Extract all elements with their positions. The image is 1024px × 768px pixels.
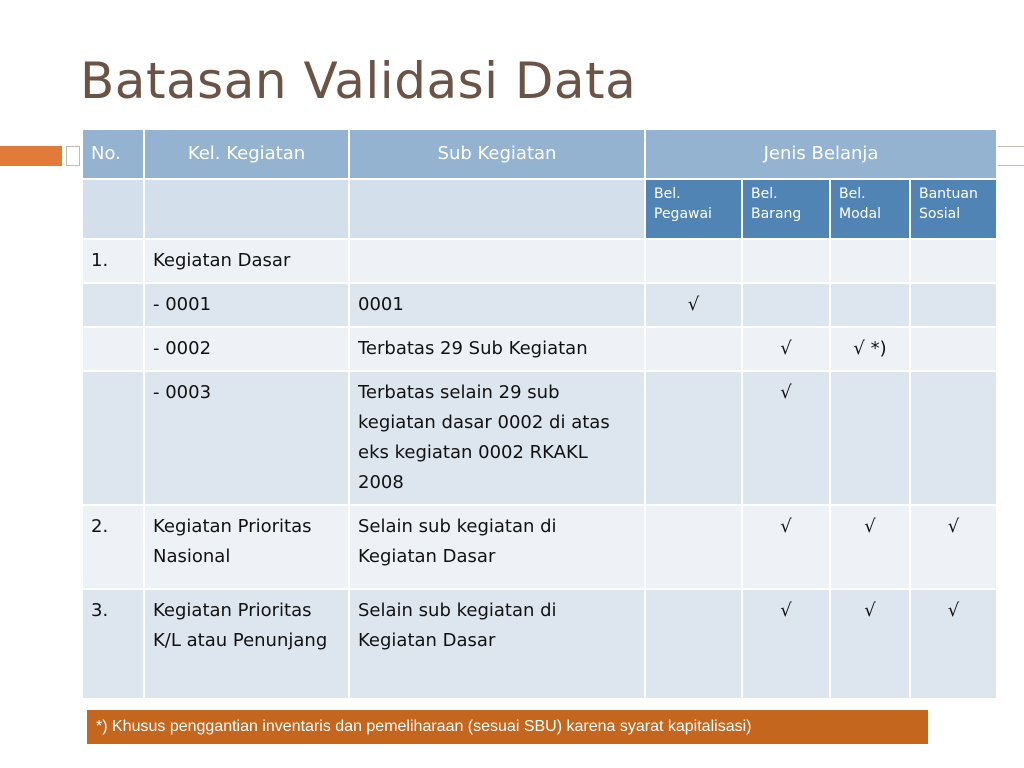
subheader-empty [144, 179, 349, 239]
cell-bel-barang: √ [742, 505, 830, 589]
cell-no [82, 371, 144, 505]
cell-bantuan-sosial: √ [910, 589, 997, 699]
cell-bel-pegawai [645, 371, 742, 505]
cell-bel-barang [742, 239, 830, 283]
cell-bel-modal [830, 239, 910, 283]
cell-bel-modal: √ *) [830, 327, 910, 371]
cell-bantuan-sosial: √ [910, 505, 997, 589]
cell-no: 1. [82, 239, 144, 283]
cell-bel-pegawai [645, 327, 742, 371]
cell-sub-kegiatan: Terbatas selain 29 sub kegiatan dasar 0002 di atas eks kegiatan 0002 RKAKL 2008 [349, 371, 645, 505]
cell-bantuan-sosial [910, 327, 997, 371]
decorative-outline-box [66, 146, 80, 166]
cell-bel-modal: √ [830, 505, 910, 589]
cell-bantuan-sosial [910, 371, 997, 505]
cell-no: 3. [82, 589, 144, 699]
cell-no [82, 283, 144, 327]
footnote: *) Khusus penggantian inventaris dan pemeliharaan (sesuai SBU) karena syarat kapitalisasi) [87, 710, 928, 744]
subheader-bel-barang: Bel. Barang [742, 179, 830, 239]
header-no: No. [82, 129, 144, 179]
cell-bel-modal [830, 283, 910, 327]
cell-sub-kegiatan: Terbatas 29 Sub Kegiatan [349, 327, 645, 371]
cell-sub-kegiatan: Selain sub kegiatan di Kegiatan Dasar [349, 505, 645, 589]
table-row [82, 371, 997, 505]
cell-no: 2. [82, 505, 144, 589]
subheader-bel-pegawai: Bel. Pegawai [645, 179, 742, 239]
subheader-empty [349, 179, 645, 239]
cell-kel-kegiatan: - 0003 [144, 371, 349, 505]
table-subheader-row [82, 179, 997, 239]
cell-no [82, 327, 144, 371]
subheader-empty [82, 179, 144, 239]
header-jenis-belanja: Jenis Belanja [645, 129, 997, 179]
cell-bel-pegawai [645, 505, 742, 589]
decorative-outline-bar [996, 146, 1024, 166]
cell-bantuan-sosial [910, 283, 997, 327]
table-header-row [82, 129, 997, 179]
cell-bel-barang: √ [742, 327, 830, 371]
cell-kel-kegiatan: - 0002 [144, 327, 349, 371]
cell-bel-pegawai: √ [645, 283, 742, 327]
cell-bel-modal: √ [830, 589, 910, 699]
cell-bel-modal [830, 371, 910, 505]
table-row [82, 505, 997, 589]
cell-sub-kegiatan [349, 239, 645, 283]
cell-sub-kegiatan: Selain sub kegiatan di Kegiatan Dasar [349, 589, 645, 699]
cell-kel-kegiatan: Kegiatan Prioritas Nasional [144, 505, 349, 589]
cell-bel-pegawai [645, 239, 742, 283]
header-sub-kegiatan: Sub Kegiatan [349, 129, 645, 179]
cell-kel-kegiatan: Kegiatan Dasar [144, 239, 349, 283]
cell-sub-kegiatan: 0001 [349, 283, 645, 327]
cell-bel-pegawai [645, 589, 742, 699]
table-row [82, 239, 997, 283]
cell-kel-kegiatan: Kegiatan Prioritas K/L atau Penunjang [144, 589, 349, 699]
subheader-bel-modal: Bel. Modal [830, 179, 910, 239]
cell-bel-barang: √ [742, 371, 830, 505]
header-kel-kegiatan: Kel. Kegiatan [144, 129, 349, 179]
table-row [82, 589, 997, 699]
table-row [82, 327, 997, 371]
cell-bel-barang [742, 283, 830, 327]
cell-kel-kegiatan: - 0001 [144, 283, 349, 327]
validation-table [81, 128, 998, 700]
subheader-bantuan-sosial: Bantuan Sosial [910, 179, 997, 239]
decorative-orange-bar [0, 146, 62, 166]
cell-bel-barang: √ [742, 589, 830, 699]
slide-title: Batasan Validasi Data [80, 52, 637, 110]
cell-bantuan-sosial [910, 239, 997, 283]
table-row [82, 283, 997, 327]
